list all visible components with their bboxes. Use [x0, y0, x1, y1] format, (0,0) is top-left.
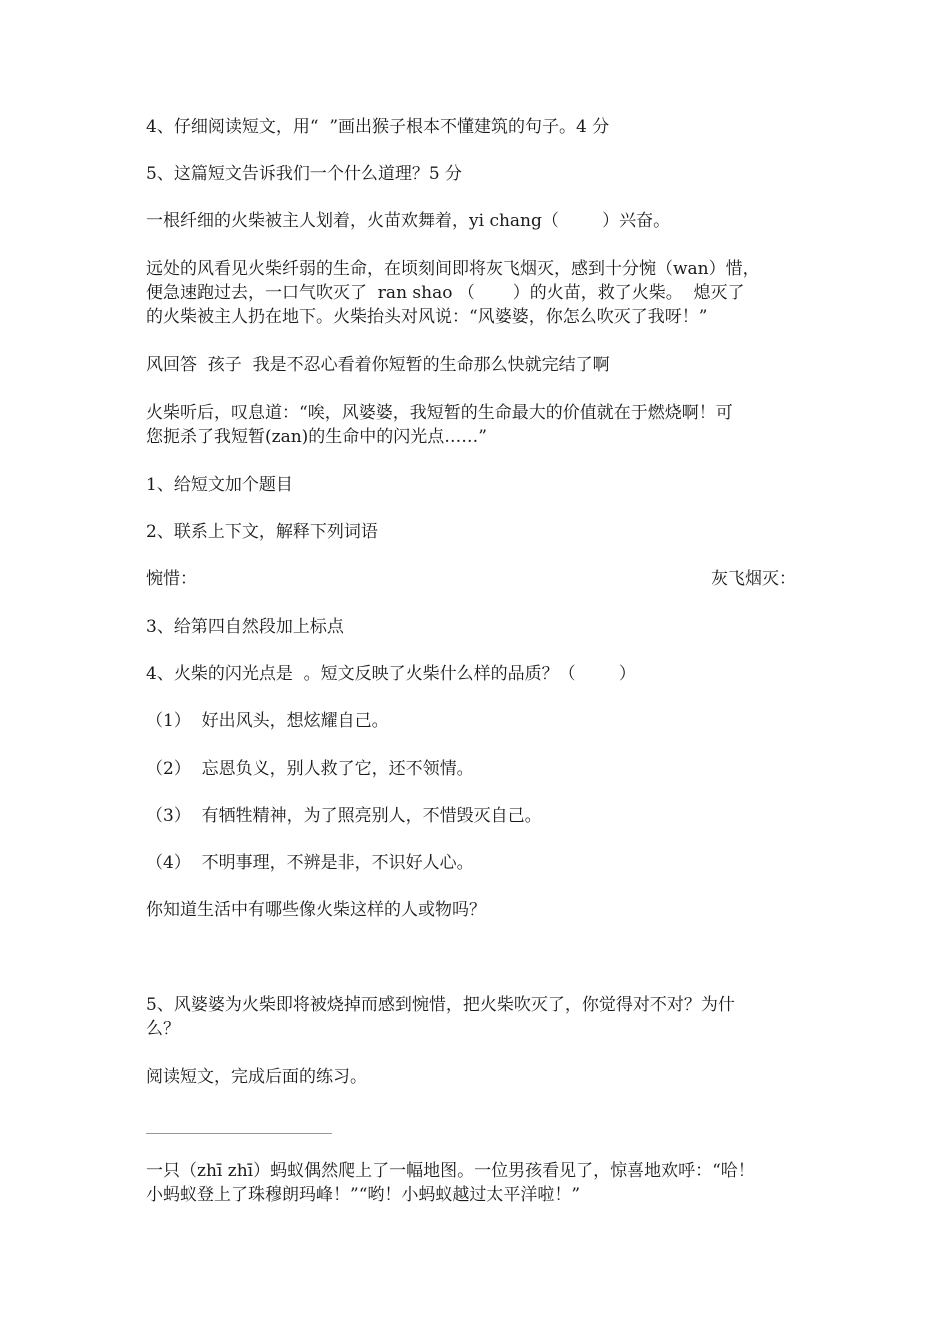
- passage-paragraph-2-line-1: 远处的风看见火柴纤弱的生命，在顷刻间即将灰飞烟灭，感到十分惋（wan）惜，: [146, 259, 760, 279]
- question-2-explain: 2、联系上下文，解释下列词语: [146, 522, 378, 542]
- question-1-title: 1、给短文加个题目: [146, 475, 293, 495]
- option-1: （1） 好出风头，想炫耀自己。: [146, 711, 389, 731]
- section-divider: [146, 1133, 332, 1134]
- instruction-read-passage: 阅读短文，完成后面的练习。: [146, 1067, 367, 1087]
- question-3-punctuation: 3、给第四自然段加上标点: [146, 617, 344, 637]
- question-4-monkey: 4、仔细阅读短文，用“ ”画出猴子根本不懂建筑的句子。4 分: [146, 117, 610, 137]
- passage-paragraph-3: 风回答 孩子 我是不忍心看着你短暂的生命那么快就完结了啊: [146, 355, 610, 375]
- question-similar-people: 你知道生活中有哪些像火柴这样的人或物吗？: [146, 900, 486, 920]
- passage-paragraph-2-line-2: 便急速跑过去，一口气吹灭了 ran shao （ ）的火苗，救了火柴。 熄灭了: [146, 283, 745, 303]
- question-5-opinion-line-1: 5、风婆婆为火柴即将被烧掉而感到惋惜，把火柴吹灭了，你觉得对不对？为什: [146, 995, 735, 1015]
- passage-paragraph-4-line-2: 您扼杀了我短暂(zan)的生命中的闪光点……”: [146, 427, 487, 447]
- ant-passage-line-2: 小蚂蚁登上了珠穆朗玛峰！”“哟！小蚂蚁越过太平洋啦！”: [146, 1185, 581, 1205]
- term-wanxi: 惋惜：: [146, 569, 197, 589]
- question-5-opinion-line-2: 么？: [146, 1019, 180, 1039]
- passage-paragraph-1: 一根纤细的火柴被主人划着，火苗欢舞着，yi chang（ ）兴奋。: [146, 211, 671, 231]
- ant-passage-line-1: 一只（zhī zhī）蚂蚁偶然爬上了一幅地图。一位男孩看见了，惊喜地欢呼：“哈！: [146, 1161, 755, 1181]
- passage-paragraph-4-line-1: 火柴听后，叹息道：“唉，风婆婆，我短暂的生命最大的价值就在于燃烧啊！可: [146, 403, 733, 423]
- option-2: （2） 忘恩负义，别人救了它，还不领情。: [146, 759, 474, 779]
- option-3: （3） 有牺牲精神，为了照亮别人，不惜毁灭自己。: [146, 806, 542, 826]
- option-4: （4） 不明事理，不辨是非，不识好人心。: [146, 853, 474, 873]
- question-4-quality: 4、火柴的闪光点是 。短文反映了火柴什么样的品质？（ ）: [146, 664, 636, 684]
- question-5-moral: 5、这篇短文告诉我们一个什么道理？5 分: [146, 164, 463, 184]
- term-huifeiyanmie: 灰飞烟灭：: [711, 569, 796, 589]
- passage-paragraph-2-line-3: 的火柴被主人扔在地下。火柴抬头对风说：“风婆婆，你怎么吹灭了我呀！”: [146, 307, 708, 327]
